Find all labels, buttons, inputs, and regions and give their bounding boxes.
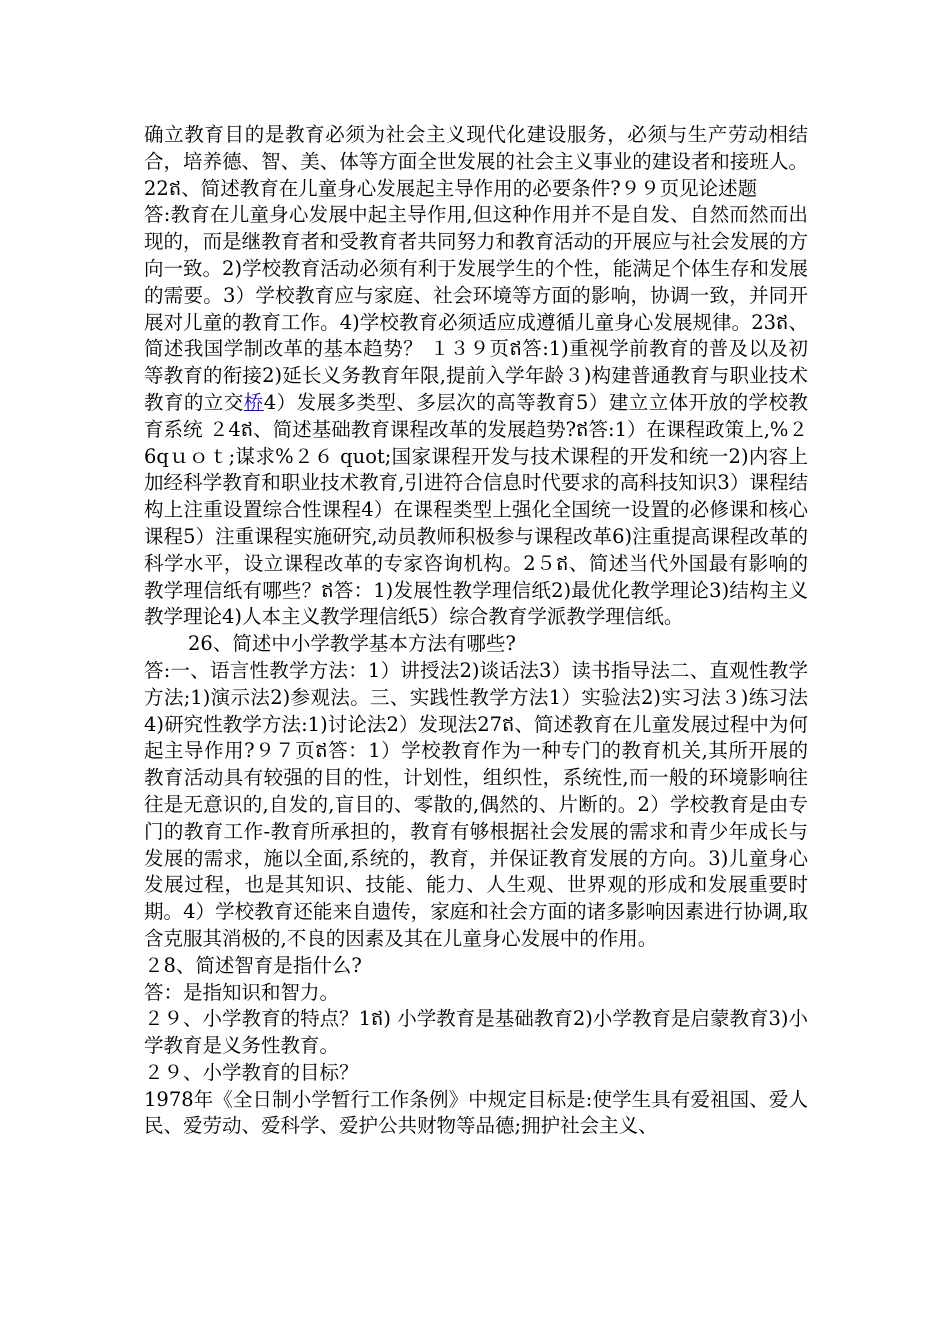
paragraph-6 (144, 980, 808, 1007)
paragraph-text: 答:教育在儿童身心发展中起主导作用,但这种作用并不是自发、自然而然而出现的，而是继教育者和受教育者共同努力和教育活动的开展应与社会发展的方向一致。2)学校教育活动必须有利于发展学生的个性，能满足个体生存和发展的需要。3）学校教育应与家庭、社会环境等方面的影响，协调一致，并同开展对儿童的教育工作。4)学校教育必须适应成遵循儿童身心发展规律。23ឥ、简述我国学制改革的基本趋势？ １３９页ឥ答:1)重视学前教育的普及以及初等教育的衔接2)延长义务教育年限,提前入学年龄３)构建普通教育与职业技术教育的立交 (144, 203, 808, 414)
question-heading: ２９、小学教育的目标？ (144, 1060, 359, 1084)
paragraph-text: ２９、小学教育的特点？1ឥ) 小学教育是基础教育2)小学教育是启蒙教育3)小学教育是义务性教育。 (144, 1007, 808, 1058)
paragraph-text: 4）发展多类型、多层次的高等教育5）建立立体开放的学校教育系统 ２4ឥ、简述基础教育课程改革的发展趋势?ឥ答:1）在课程政策上,%２6qｕｏｔ;谋求%２６ quot;国家课程开发与技术课程的开发和统一2)内容上加经科学教育和职业技术教育,引进符合信息时代要求的高科技知识3）课程结构上注重设置综合性课程4）在课程类型上强化全国统一设置的必修课和核心课程5）注重课程实施研究,动员教师积极参与课程改革6)注重提高课程改革的科学水平，设立课程改革的专家咨询机构。2５ឥ、简述当代外国最有影响的教学理信纸有哪些？ឥ答：1)发展性教学理信纸2)最优化教学理论3)结构主义教学理论4)人本主义教学理信纸5）综合教育学派教学理信纸。 (144, 390, 808, 629)
answer-text: 答：是指知识和智力。 (144, 980, 340, 1004)
question-heading: ２8、简述智育是指什么? (144, 953, 362, 977)
paragraph-8 (144, 1060, 808, 1087)
paragraph-text: 确立教育目的是教育必须为社会主义现代化建设服务，必须与生产劳动相结合，培养德、智、美、体等方面全世发展的社会主义事业的建设者和接班人。22ឥ、简述教育在儿童身心发展起主导作用的必要条件?９９页见论述题 (144, 123, 808, 200)
paragraph-4 (144, 658, 808, 953)
paragraph-1 (144, 122, 808, 202)
paragraph-7 (144, 1006, 808, 1060)
paragraph-text: 1978年《全日制小学暂行工作条例》中规定目标是:使学生具有爱祖国、爱人民、爱劳动、爱科学、爱护公共财物等品德;拥护社会主义、 (144, 1087, 808, 1138)
paragraph-9 (144, 1087, 808, 1141)
paragraph-5 (144, 953, 808, 980)
paragraph-2 (144, 202, 808, 631)
paragraph-text: 答:一、语言性教学方法：1）讲授法2)谈话法3）读书指导法二、直观性教学方法;1)演示法2)参观法。三、实践性教学方法1）实验法2)实习法３)练习法4)研究性教学方法:1)讨论法2）发现法27ឥ、简述教育在儿童发展过程中为何起主导作用?９７页ឥ答：1）学校教育作为一种专门的教育机关,其所开展的教育活动具有较强的目的性，计划性，组织性，系统性,而一般的环境影响往往是无意识的,自发的,盲目的、零散的,偶然的、片断的。2）学校教育是由专门的教育工作-教育所承担的，教育有够根据社会发展的需求和青少年成长与发展的需求，施以全面,系统的，教育，并保证教育发展的方向。3)儿童身心发展过程，也是其知识、技能、能力、人生观、世界观的形成和发展重要时期。4）学校教育还能来自遗传，家庭和社会方面的诸多影响因素进行协调,取含克服其消极的,不良的因素及其在儿童身心发展中的作用。 (144, 658, 808, 950)
document-body (144, 122, 808, 1140)
paragraph-3 (144, 631, 808, 658)
hyperlink-qiao[interactable]: 桥 (243, 390, 264, 414)
question-heading: 26、简述中小学教学基本方法有哪些? (188, 632, 516, 656)
